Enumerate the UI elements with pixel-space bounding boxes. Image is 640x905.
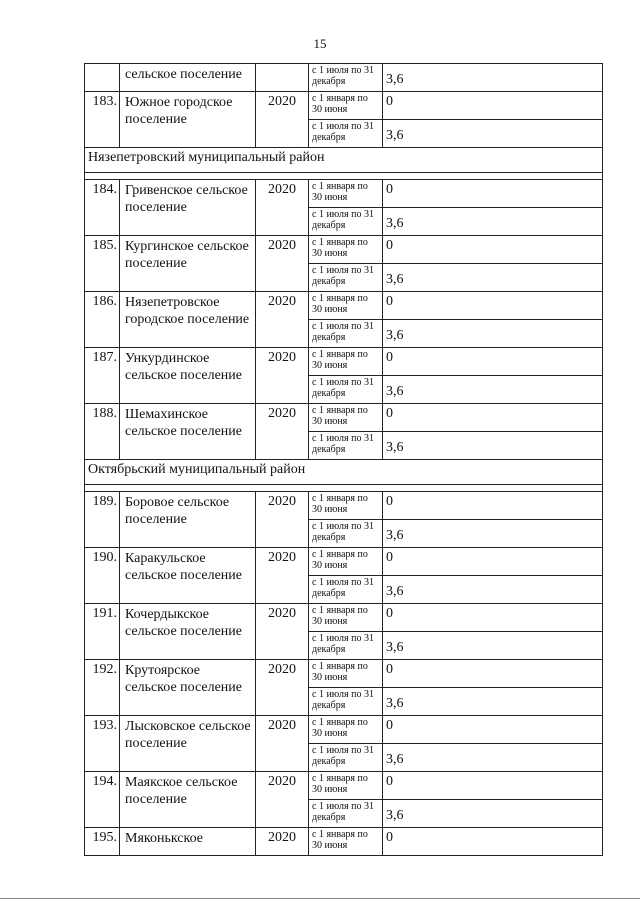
spacer-row (85, 485, 603, 492)
table-row (85, 716, 603, 744)
period-cell: с 1 января по 30 июня (309, 772, 383, 800)
rate-cell: 0 (383, 292, 603, 320)
period-cell: с 1 июля по 31 декабря (309, 208, 383, 236)
rate-cell: 3,6 (383, 120, 603, 148)
table-row (85, 292, 603, 320)
period-cell: с 1 января по 30 июня (309, 292, 383, 320)
rate-cell: 3,6 (383, 520, 603, 548)
settlement-name: Гривенское сельское поселение (120, 180, 256, 236)
spacer-cell (85, 173, 603, 180)
rate-cell: 0 (383, 492, 603, 520)
table-row (85, 492, 603, 520)
settlement-name: Лысковское сельское поселение (120, 716, 256, 772)
rate-cell: 0 (383, 404, 603, 432)
settlement-name: Шемахинское сельское поселение (120, 404, 256, 460)
district-name: Октябрьский муниципальный район (85, 460, 603, 485)
period-cell: с 1 января по 30 июня (309, 716, 383, 744)
table-row (85, 772, 603, 800)
period-cell: с 1 июля по 31 декабря (309, 520, 383, 548)
table-row (85, 236, 603, 264)
settlement-name: Кочердыкское сельское поселение (120, 604, 256, 660)
settlement-name: сельское поселение (120, 64, 256, 92)
table-row (85, 92, 603, 120)
period-cell: с 1 января по 30 июня (309, 180, 383, 208)
rate-cell: 3,6 (383, 688, 603, 716)
table-body (85, 64, 603, 856)
page-number: 15 (313, 36, 327, 51)
year-cell: 2020 (256, 772, 309, 828)
row-number: 187. (85, 348, 120, 404)
row-number: 191. (85, 604, 120, 660)
year-cell: 2020 (256, 180, 309, 236)
period-cell: с 1 июля по 31 декабря (309, 632, 383, 660)
settlement-name: Каракульское сельское поселение (120, 548, 256, 604)
period-cell: с 1 июля по 31 декабря (309, 432, 383, 460)
district-name: Нязепетровский муниципальный район (85, 148, 603, 173)
period-cell: с 1 июля по 31 декабря (309, 320, 383, 348)
rate-cell: 0 (383, 828, 603, 856)
spacer-cell (85, 485, 603, 492)
row-number: 193. (85, 716, 120, 772)
year-cell: 2020 (256, 348, 309, 404)
row-number: 186. (85, 292, 120, 348)
year-cell: 2020 (256, 92, 309, 148)
period-cell: с 1 июля по 31 декабря (309, 744, 383, 772)
rate-cell: 3,6 (383, 432, 603, 460)
row-number: 188. (85, 404, 120, 460)
period-cell: с 1 января по 30 июня (309, 604, 383, 632)
row-number: 183. (85, 92, 120, 148)
table-row (85, 404, 603, 432)
settlement-name: Мяконькское (120, 828, 256, 856)
year-cell: 2020 (256, 292, 309, 348)
period-cell: с 1 января по 30 июня (309, 236, 383, 264)
settlement-name: Крутоярское сельское поселение (120, 660, 256, 716)
rate-cell: 0 (383, 660, 603, 688)
period-cell: с 1 июля по 31 декабря (309, 376, 383, 404)
rate-cell: 0 (383, 604, 603, 632)
year-cell: 2020 (256, 492, 309, 548)
year-cell: 2020 (256, 604, 309, 660)
period-cell: с 1 июля по 31 декабря (309, 120, 383, 148)
settlement-name: Нязепетровское городское поселение (120, 292, 256, 348)
row-number: 195. (85, 828, 120, 856)
rate-cell: 0 (383, 92, 603, 120)
rate-cell: 3,6 (383, 576, 603, 604)
year-cell: 2020 (256, 404, 309, 460)
settlement-name: Южное городское поселение (120, 92, 256, 148)
year-cell: 2020 (256, 716, 309, 772)
rate-cell: 3,6 (383, 208, 603, 236)
year-cell: 2020 (256, 660, 309, 716)
period-cell: с 1 января по 30 июня (309, 548, 383, 576)
row-number: 184. (85, 180, 120, 236)
settlement-name: Боровое сельское поселение (120, 492, 256, 548)
row-number (85, 64, 120, 92)
table-row (85, 604, 603, 632)
period-cell: с 1 июля по 31 декабря (309, 800, 383, 828)
rate-cell: 3,6 (383, 376, 603, 404)
row-number: 189. (85, 492, 120, 548)
table-row (85, 64, 603, 92)
row-number: 194. (85, 772, 120, 828)
row-number: 192. (85, 660, 120, 716)
period-cell: с 1 июля по 31 декабря (309, 264, 383, 292)
rate-cell: 0 (383, 716, 603, 744)
year-cell: 2020 (256, 236, 309, 292)
table-row (85, 660, 603, 688)
year-cell: 2020 (256, 548, 309, 604)
table-row (85, 828, 603, 856)
district-row (85, 148, 603, 173)
period-cell: с 1 января по 30 июня (309, 828, 383, 856)
rate-cell: 3,6 (383, 320, 603, 348)
table-row (85, 180, 603, 208)
rate-cell: 3,6 (383, 800, 603, 828)
period-cell: с 1 июля по 31 декабря (309, 576, 383, 604)
district-row (85, 460, 603, 485)
rate-cell: 3,6 (383, 632, 603, 660)
settlement-name: Кургинское сельское поселение (120, 236, 256, 292)
rate-cell: 3,6 (383, 64, 603, 92)
footer-line (0, 898, 640, 899)
table-row (85, 348, 603, 376)
rate-cell: 0 (383, 348, 603, 376)
tax-rate-table (84, 63, 603, 856)
rate-cell: 3,6 (383, 264, 603, 292)
row-number: 190. (85, 548, 120, 604)
settlement-name: Маякское сельское поселение (120, 772, 256, 828)
period-cell: с 1 июля по 31 декабря (309, 64, 383, 92)
table-row (85, 548, 603, 576)
rate-cell: 0 (383, 772, 603, 800)
period-cell: с 1 января по 30 июня (309, 92, 383, 120)
period-cell: с 1 января по 30 июня (309, 492, 383, 520)
rate-cell: 0 (383, 548, 603, 576)
rate-cell: 3,6 (383, 744, 603, 772)
settlement-name: Ункурдинское сельское поселение (120, 348, 256, 404)
period-cell: с 1 января по 30 июня (309, 404, 383, 432)
rate-cell: 0 (383, 180, 603, 208)
year-cell: 2020 (256, 828, 309, 856)
period-cell: с 1 января по 30 июня (309, 348, 383, 376)
period-cell: с 1 января по 30 июня (309, 660, 383, 688)
spacer-row (85, 173, 603, 180)
year-cell (256, 64, 309, 92)
period-cell: с 1 июля по 31 декабря (309, 688, 383, 716)
row-number: 185. (85, 236, 120, 292)
rate-cell: 0 (383, 236, 603, 264)
